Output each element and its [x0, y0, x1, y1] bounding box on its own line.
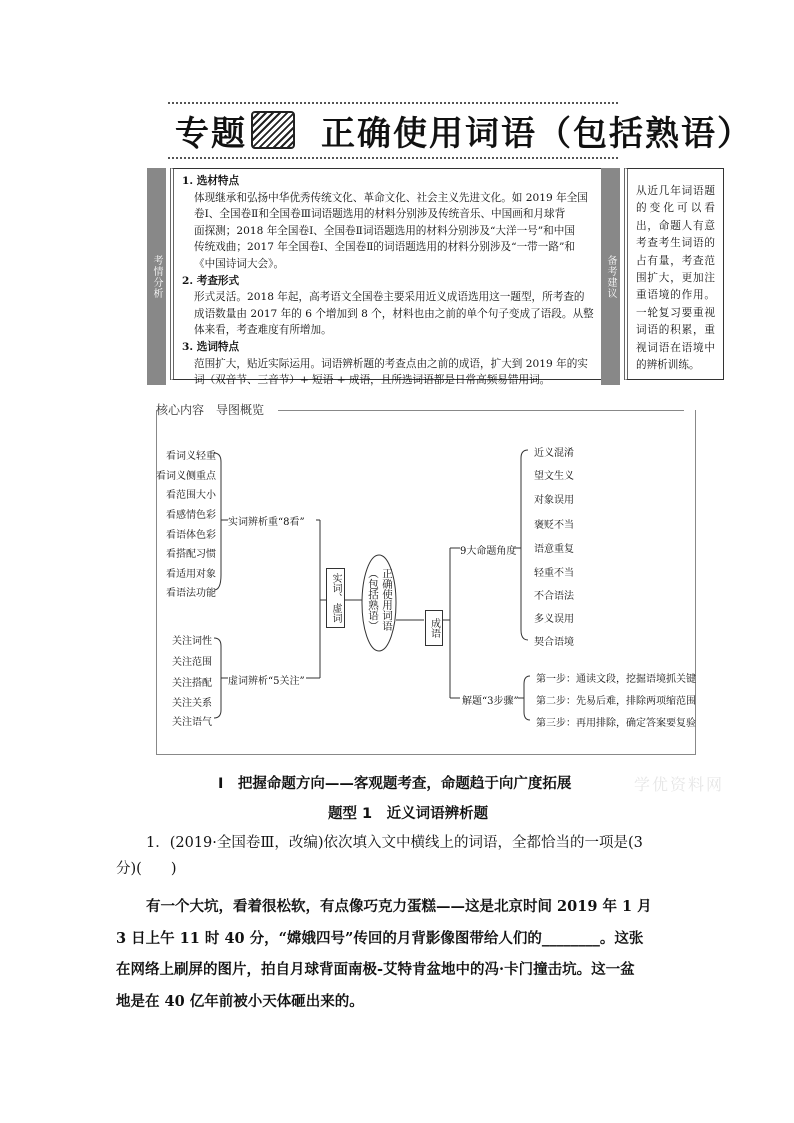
analysis-line: 《中国诗词大会》。 — [194, 257, 285, 270]
question-line: 1．(2019·全国卷Ⅲ，改编)依次填入文中横线上的词语，全都恰当的一项是(3 — [146, 835, 643, 851]
node-shici-xuci: 实词、虚词 — [326, 568, 345, 628]
analysis-line: 范围扩大，贴近实际运用。词语辨析题的考查点由之前的成语，扩大到 2019 年的实 — [194, 357, 588, 370]
angle-item: 褒贬不当 — [534, 520, 574, 531]
angle-item: 契合语境 — [534, 637, 574, 648]
shici-item: 看语体色彩 — [166, 530, 216, 541]
tab-prep-advice: 备考建议 — [601, 168, 620, 385]
xuci-item: 关注关系 — [172, 698, 212, 709]
angle-item: 语意重复 — [534, 544, 574, 555]
step-item: 第一步：通读文段，挖掘语境抓关键 — [536, 674, 696, 685]
analysis-line: 体现继承和弘扬中华优秀传统文化、革命文化、社会主义先进文化。如 2019 年全国 — [194, 191, 588, 204]
xuci-item: 关注词性 — [172, 636, 212, 647]
analysis-line: 词（双音节、三音节）+ 短语 + 成语，且所选词语都是日常高频易错用词。 — [194, 374, 551, 387]
angle-item: 近义混淆 — [534, 448, 574, 459]
analysis-heading: 3. 选词特点 — [182, 340, 240, 353]
title-main: 正确使用词语（包括熟语） — [321, 113, 753, 154]
shici-item: 看范围大小 — [166, 490, 216, 501]
question-line: 分)( ) — [116, 861, 177, 877]
node-chengyu: 成语 — [425, 610, 443, 646]
xuci-item: 关注语气 — [172, 717, 212, 728]
angle-label: 9大命题角度 — [460, 546, 517, 557]
angle-item: 多义误用 — [534, 614, 574, 625]
passage-line: 在网络上刷屏的图片，拍自月球背面南极-艾特肯盆地中的冯·卡门撞击坑。这一盆 — [116, 961, 635, 978]
section-heading: Ⅰ 把握命题方向——客观题考查，命题趋于向广度拓展 — [218, 776, 572, 792]
question-stem — [116, 830, 682, 882]
angle-item: 望文生义 — [534, 471, 574, 482]
analysis-line: 体来看，考查难度有所增加。 — [194, 324, 332, 337]
step-item: 第三步：再用排除，确定答案要复验 — [536, 718, 696, 729]
step-item: 第二步：先易后难，排除两项缩范围 — [536, 696, 696, 707]
analysis-line: 成语数量由 2017 年的 6 个增加到 8 个，材料也由之前的单个句子变成了语段。从整 — [194, 307, 594, 320]
shici-item: 看搭配习惯 — [166, 549, 216, 560]
tab-exam-analysis: 考情分析 — [147, 168, 166, 385]
shici-item: 看感情色彩 — [166, 510, 216, 521]
shici-label: 实词辨析重“8看” — [228, 517, 305, 528]
angle-item: 轻重不当 — [534, 568, 574, 579]
analysis-line: 卷Ⅰ、全国卷Ⅱ和全国卷Ⅲ词语题选用的材料分别涉及传统音乐、中国画和月球背 — [194, 208, 566, 221]
passage — [116, 891, 682, 1017]
xuci-label: 虚词辨析“5关注” — [228, 676, 305, 687]
xuci-item: 关注范围 — [172, 657, 212, 668]
shici-item: 看适用对象 — [166, 569, 216, 580]
angle-item: 不合语法 — [534, 591, 574, 602]
passage-line: 有一个大坑，看着很松软，有点像巧克力蛋糕——这是北京时间 2019 年 1 月 — [146, 898, 652, 915]
passage-line: 3 日上午 11 时 40 分，“嫦娥四号”传回的月背影像图带给人们的________。这张 — [116, 929, 644, 947]
analysis-line: 形式灵活。2018 年起，高考语文全国卷主要采用近义成语选用这一题型，所考查的 — [194, 291, 585, 304]
center-node-label: 正确使用词语（包括熟语） — [367, 568, 393, 631]
analysis-line: 面探测；2018 年全国卷Ⅰ、全国卷Ⅱ词语题选用的材料分别涉及“大洋一号”和中国 — [194, 224, 575, 237]
shici-item: 看语法功能 — [166, 588, 216, 599]
shici-item: 看词义轻重 — [166, 451, 216, 462]
analysis-heading: 2. 考查形式 — [182, 274, 240, 287]
watermark: 学优资料网 — [634, 775, 725, 794]
analysis-line: 传统戏曲；2017 年全国卷Ⅰ、全国卷Ⅱ的词语题选用的材料分别涉及“一带一路”和 — [194, 241, 575, 254]
passage-line: 地是在 40 亿年前被小天体砸出来的。 — [116, 992, 364, 1010]
angle-item: 对象误用 — [534, 495, 574, 506]
mindmap-header: 核心内容 导图概览 — [156, 403, 265, 417]
xuci-item: 关注搭配 — [172, 678, 212, 689]
steps-label: 解题“3步骤” — [462, 696, 519, 707]
question-type-heading: 题型 1 近义词语辨析题 — [328, 806, 489, 822]
shici-item: 看词义侧重点 — [156, 471, 216, 482]
analysis-heading: 1. 选材特点 — [182, 175, 240, 187]
title-prefix: 专题 — [175, 113, 247, 154]
prep-advice-box: 从近几年词语题的变化可以看出，命题人有意考查考生词语的占有量，考查范围扩大，更加注重语境的作用。一轮复习要重视词语的积累，重视词语在语境中的辨析训练。 — [624, 168, 724, 380]
